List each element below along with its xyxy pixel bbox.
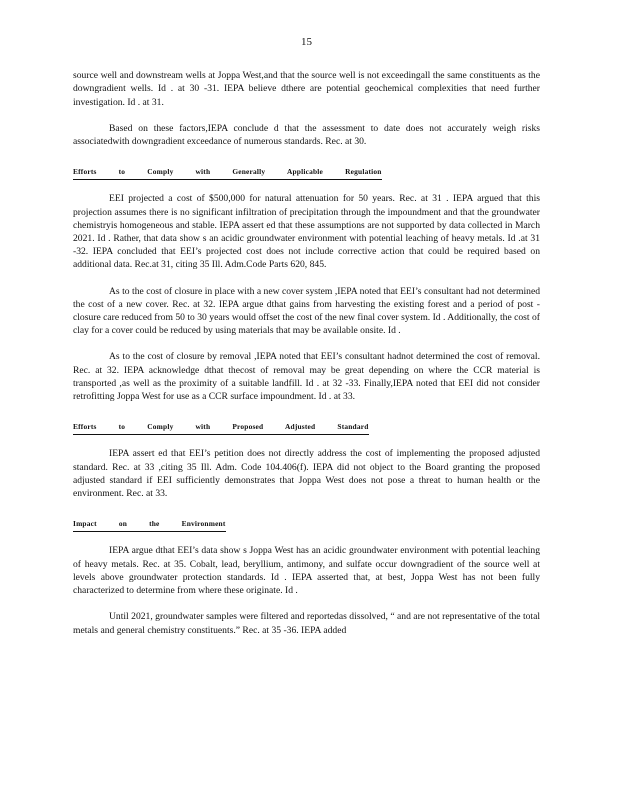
section-heading: Efforts to Comply with Generally Applicable Regulation: [73, 165, 382, 180]
section-efforts-proposed: [73, 416, 540, 500]
section-efforts-general: [73, 161, 540, 403]
body-paragraph: IEPA argue dthat EEI’s data show s Joppa West has an acidic groundwater environment with potential leaching of heavy metals. Rec. at 35. Cobalt, lead, beryllium, antimony, and sulfate occur downgradient of the source well at levels above groundwater protection standards. Id . IEPA asserted that, at best, Joppa West has not been fully characterized to determine from where these originate. Id .: [73, 545, 540, 597]
section-heading: Impact on the Environment: [73, 517, 226, 532]
section-impact-environment: [73, 513, 540, 636]
body-paragraph: Until 2021, groundwater samples were filtered and reportedas dissolved, “ and are not representative of the total metals and general chemistry constituents.” Rec. at 35 -36. IEPA added: [73, 611, 540, 636]
intro-paragraph-2: Based on these factors,IEPA conclude d that the assessment to date does not accurately weigh risks associatedwith downgradient exceedance of numerous standards. Rec. at 30.: [73, 122, 540, 148]
body-paragraph: As to the cost of closure in place with a new cover system ,IEPA noted that EEI’s consultant had not determined the cost of a new cover. Rec. at 32. IEPA argue dthat gains from harvesting the existing forest and a period of post -closure care reduced from 50 to 30 years would offset the cost of the new final cover system. Id . Additionally, the cost of clay for a cover could be reduced by using materials that may be available onsite. Id .: [73, 285, 540, 337]
body-paragraph: IEPA assert ed that EEI’s petition does not directly address the cost of implementing the proposed adjusted standard. Rec. at 33 ,citing 35 Ill. Adm. Code 104.406(f). IEPA did not object to the Board granting the proposed adjusted standard if EEI sufficiently demonstrates that Joppa West does not pose a threat to human health or the environment. Rec. at 33.: [73, 448, 540, 500]
body-paragraph: As to the cost of closure by removal ,IEPA noted that EEI’s consultant hadnot determined the cost of removal. Rec. at 32. IEPA acknowledge dthat thecost of removal may be great depending on where the CCR material is transported ,as well as the proximity of a suitable landfill. Id . at 32 -33. Finally,IEPA noted that EEI did not consider retrofitting Joppa West for use as a CCR surface impoundment. Id . at 33.: [73, 351, 540, 403]
intro-paragraph-1: source well and downstream wells at Joppa West,and that the source well is not exceedingall the same constituents as the downgradient wells. Id . at 30 -31. IEPA believe dthere are potential geochemical complexities that need further investigation. Id . at 31.: [73, 70, 540, 108]
section-heading: Efforts to Comply with Proposed Adjusted Standard: [73, 420, 369, 435]
page-number: 15: [301, 36, 312, 48]
body-paragraph: EEI projected a cost of $500,000 for natural attenuation for 50 years. Rec. at 31 . IEPA argued that this projection assumes there is no significant infiltration of precipitation through the impoundment and that the groundwater chemistryis homogeneous and stable. IEPA assert ed that these assumptions are not supported by data collected in March 2021. Id . Rather, that data show s an acidic groundwater environment with potential leaching of heavy metals. Id .at 31 -32. IEPA concluded that EEI’s projected cost does not include corrective action that could be required based on additional data. Rec.at 31, citing 35 Ill. Adm.Code Parts 620, 845.: [73, 193, 540, 271]
